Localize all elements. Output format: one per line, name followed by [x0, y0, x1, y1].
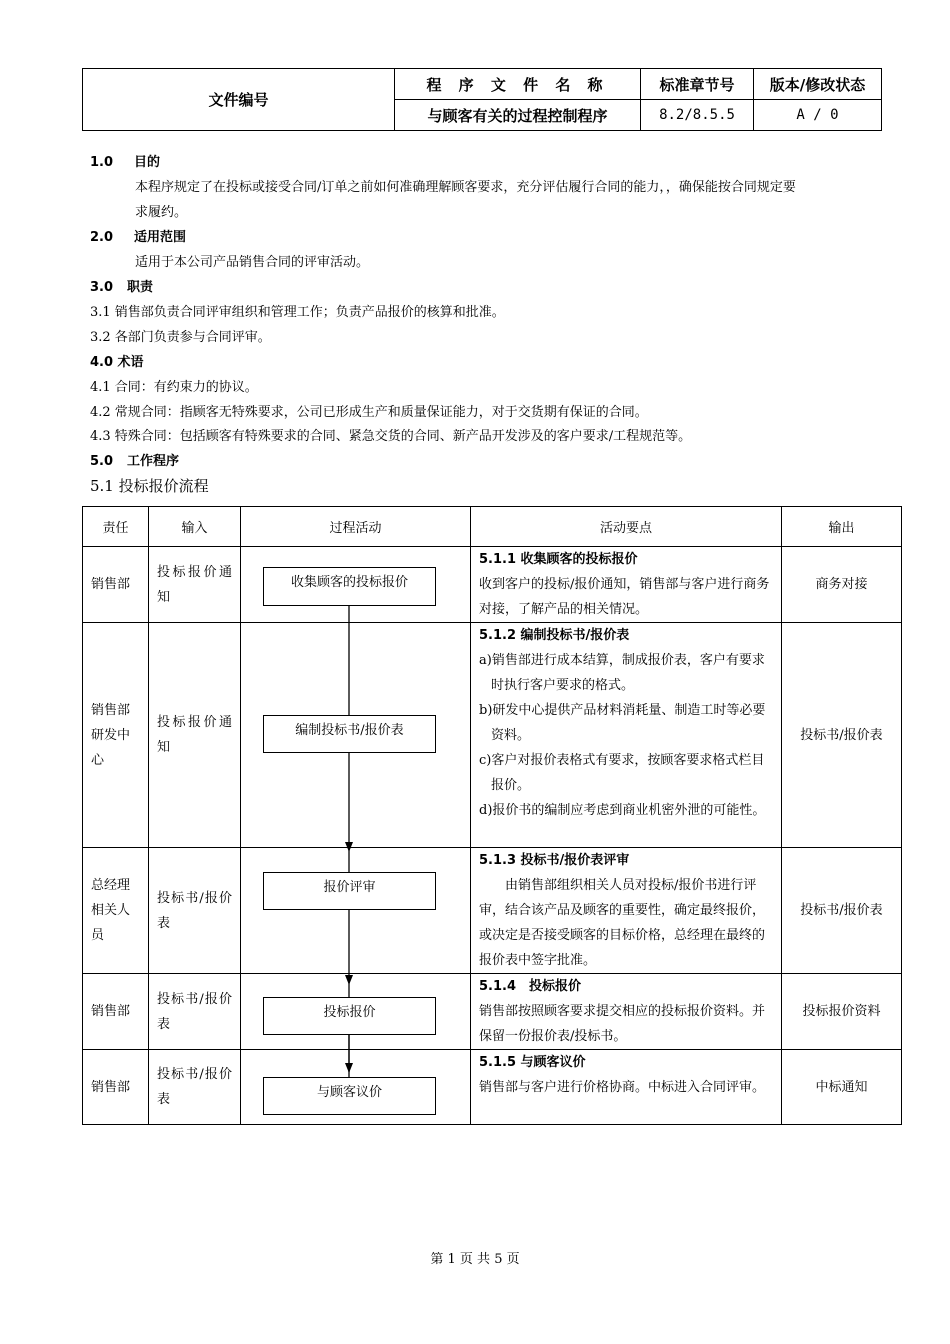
row-5-output: 中标通知 [782, 1050, 902, 1125]
row-2-point-c: c)客户对报价表格式有要求，按顾客要求格式栏目报价。 [479, 753, 765, 793]
process-box-collect-bid: 收集顾客的投标报价 [263, 567, 436, 606]
section-4-1-text: 4.1 合同：有约束力的协议。 [90, 380, 258, 395]
section-5-number: 5.0 [90, 454, 114, 469]
section-3-title: 职责 [127, 280, 154, 295]
row-4-responsibility: 销售部 [83, 974, 149, 1050]
row-1-input: 投标报价通知 [149, 547, 241, 623]
version-value: A / 0 [754, 100, 882, 131]
process-box-submit-bid: 投标报价 [263, 997, 436, 1035]
row-1-point-line: 收到客户的投标/报价通知，销售部与客户进行商务对接，了解产品的相关情况。 [479, 577, 770, 617]
clause-label: 标准章节号 [641, 69, 754, 100]
section-1-text-line2: 求履约。 [135, 205, 188, 220]
row-2-point-d: d)报价书的编制应考虑到商业机密外泄的可能性。 [479, 803, 766, 818]
col-header-output: 输出 [782, 507, 902, 547]
section-2-title: 适用范围 [134, 230, 187, 245]
row-2-point-title: 5.1.2 编制投标书/报价表 [479, 628, 630, 643]
section-3-2-text: 3.2 各部门负责参与合同评审。 [90, 330, 271, 345]
doc-name-value: 与顾客有关的过程控制程序 [395, 100, 641, 131]
section-1-number: 1.0 [90, 155, 114, 170]
process-box-negotiate-price: 与顾客议价 [263, 1077, 436, 1115]
section-3-1-text: 3.1 销售部负责合同评审组织和管理工作；负责产品报价的核算和批准。 [90, 305, 505, 320]
row-5-point-line: 销售部与客户进行价格协商。中标进入合同评审。 [479, 1080, 766, 1095]
col-header-process: 过程活动 [241, 507, 471, 547]
section-1-text-line1: 本程序规定了在投标或接受合同/订单之前如何准确理解顾客要求，充分评估履行合同的能力，，确保能按合同规定要 [135, 180, 796, 195]
col-header-responsibility: 责任 [83, 507, 149, 547]
page-footer: 第 1 页 共 5 页 [430, 1252, 520, 1267]
row-4-point-line: 销售部按照顾客要求提交相应的投标报价资料。并保留一份报价表/投标书。 [479, 1004, 766, 1044]
section-3-number: 3.0 [90, 280, 114, 295]
row-3-point-title: 5.1.3 投标书/报价表评审 [479, 853, 630, 868]
col-header-key-points: 活动要点 [471, 507, 782, 547]
row-5-responsibility: 销售部 [83, 1050, 149, 1125]
row-3-point-line: 由销售部组织相关人员对投标/报价书进行评审，结合该产品及顾客的重要性，确定最终报价，或决定是否接受顾客的目标价格，总经理在最终的报价表中签字批准。 [479, 878, 766, 968]
row-3-input: 投标书/报价表 [149, 848, 241, 974]
row-4-point-title: 5.1.4 投标报价 [479, 979, 582, 994]
section-5-1-title: 5.1 投标报价流程 [90, 477, 209, 495]
row-4-output: 投标报价资料 [782, 974, 902, 1050]
section-2-number: 2.0 [90, 230, 114, 245]
doc-name-label: 程 序 文 件 名 称 [395, 69, 641, 100]
section-5-title: 工作程序 [127, 454, 180, 469]
row-3-output: 投标书/报价表 [782, 848, 902, 974]
row-4-input: 投标书/报价表 [149, 974, 241, 1050]
process-box-quote-review: 报价评审 [263, 872, 436, 910]
row-5-point-title: 5.1.5 与顾客议价 [479, 1055, 586, 1070]
row-2-point-a: a)销售部进行成本结算，制成报价表，客户有要求时执行客户要求的格式。 [479, 653, 765, 693]
file-number-label: 文件编号 [83, 69, 395, 131]
section-4-3-text: 4.3 特殊合同：包括顾客有特殊要求的合同、紧急交货的合同、新产品开发涉及的客户要求/工程规范等。 [90, 429, 692, 444]
clause-value: 8.2/8.5.5 [641, 100, 754, 131]
row-2-point-b: b)研发中心提供产品材料消耗量、制造工时等必要资料。 [479, 703, 766, 743]
col-header-input: 输入 [149, 507, 241, 547]
section-4-2-text: 4.2 常规合同：指顾客无特殊要求，公司已形成生产和质量保证能力，对于交货期有保证的合同。 [90, 405, 648, 420]
row-1-output: 商务对接 [782, 547, 902, 623]
row-5-input: 投标书/报价表 [149, 1050, 241, 1125]
version-label: 版本/修改状态 [754, 69, 882, 100]
row-1-point-title: 5.1.1 收集顾客的投标报价 [479, 552, 638, 567]
process-box-prepare-quote: 编制投标书/报价表 [263, 715, 436, 753]
section-4-heading: 4.0 术语 [90, 355, 144, 370]
row-3-responsibility: 总经理相关人员 [83, 848, 149, 974]
row-2-output: 投标书/报价表 [782, 623, 902, 848]
row-2-input: 投标报价通知 [149, 623, 241, 848]
row-2-responsibility: 销售部研发中心 [83, 623, 149, 848]
section-1-title: 目的 [134, 155, 161, 170]
section-2-text: 适用于本公司产品销售合同的评审活动。 [135, 255, 370, 270]
row-1-responsibility: 销售部 [83, 547, 149, 623]
